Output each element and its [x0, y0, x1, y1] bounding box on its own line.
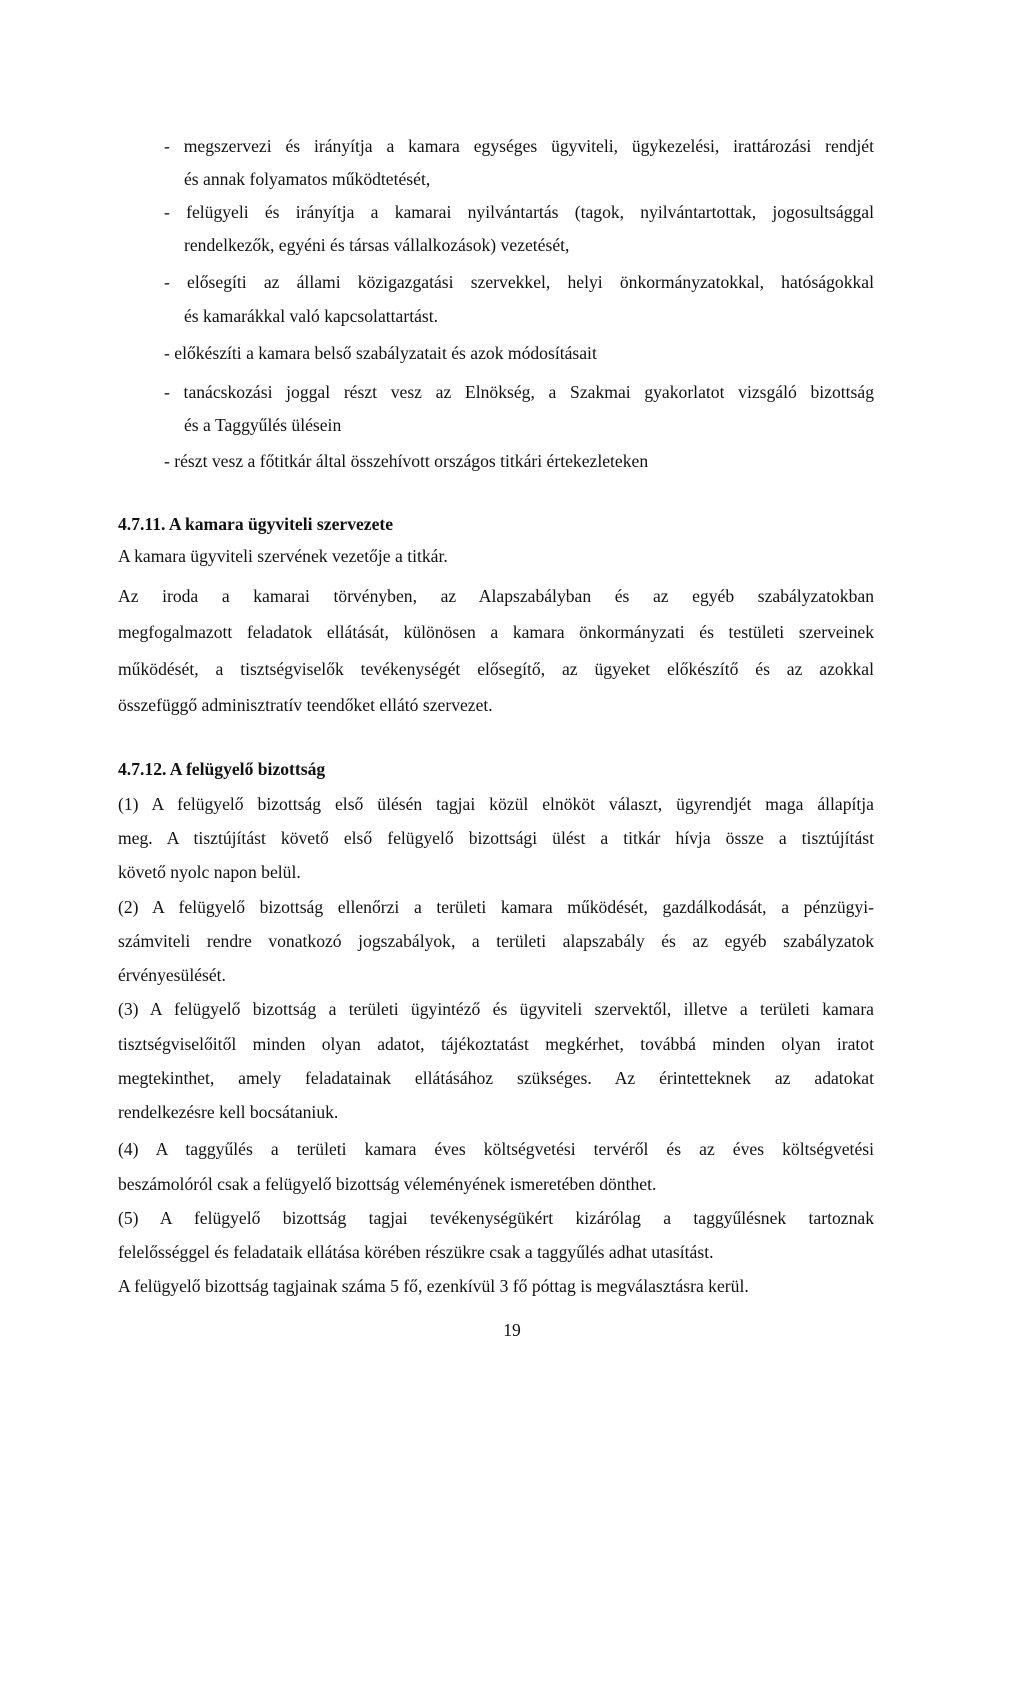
section-heading: 4.7.11. A kamara ügyviteli szervezete	[118, 514, 394, 534]
paragraph-line: (3) A felügyelő bizottság a területi ügyintéző és ügyviteli szervektől, illetve a területi kamara	[118, 999, 874, 1019]
bullet-line: és a Taggyűlés ülésein	[184, 415, 342, 435]
bullet-line: és kamarákkal való kapcsolattartást.	[184, 306, 439, 326]
paragraph-line: (4) A taggyűlés a területi kamara éves költségvetési tervéről és az éves költségvetési	[118, 1139, 874, 1159]
paragraph-line: működését, a tisztségviselők tevékenységét elősegítő, az ügyeket előkészítő és az azokkal	[118, 659, 874, 679]
paragraph-line: (5) A felügyelő bizottság tagjai tevékenységükért kizárólag a taggyűlésnek tartoznak	[118, 1208, 874, 1228]
paragraph-line: beszámolóról csak a felügyelő bizottság véleményének ismeretében dönthet.	[118, 1174, 657, 1194]
paragraph-line: követő nyolc napon belül.	[118, 862, 301, 882]
bullet-line: - megszervezi és irányítja a kamara egységes ügyviteli, ügykezelési, irattározási rendjét	[164, 136, 874, 156]
paragraph-line: tisztségviselőitől minden olyan adatot, tájékoztatást megkérhet, továbbá minden olyan iratot	[118, 1034, 874, 1054]
paragraph-line: A kamara ügyviteli szervének vezetője a titkár.	[118, 546, 448, 566]
bullet-line: - előkészíti a kamara belső szabályzatait és azok módosításait	[164, 343, 597, 363]
paragraph-line: A felügyelő bizottság tagjainak száma 5 fő, ezenkívül 3 fő póttag is megválasztásra kerül.	[118, 1276, 749, 1296]
bullet-line: - felügyeli és irányítja a kamarai nyilvántartás (tagok, nyilvántartottak, jogosultsággal	[164, 202, 874, 222]
paragraph-line: (2) A felügyelő bizottság ellenőrzi a területi kamara működését, gazdálkodását, a pénzügyi-	[118, 897, 874, 917]
bullet-line: és annak folyamatos működtetését,	[184, 169, 431, 189]
paragraph-line: felelősséggel és feladataik ellátása körében részükre csak a taggyűlés adhat utasítást.	[118, 1242, 714, 1262]
bullet-line: - részt vesz a főtitkár által összehívott országos titkári értekezleteken	[164, 451, 649, 471]
paragraph-line: számviteli rendre vonatkozó jogszabályok, a területi alapszabály és az egyéb szabályzatok	[118, 931, 874, 951]
bullet-line: - elősegíti az állami közigazgatási szervekkel, helyi önkormányzatokkal, hatóságokkal	[164, 272, 874, 292]
bullet-line: rendelkezők, egyéni és társas vállalkozások) vezetését,	[184, 235, 570, 255]
page-number: 19	[503, 1320, 521, 1340]
section-heading: 4.7.12. A felügyelő bizottság	[118, 759, 326, 779]
paragraph-line: (1) A felügyelő bizottság első ülésén tagjai közül elnököt választ, ügyrendjét maga állapítja	[118, 794, 874, 814]
paragraph-line: megtekinthet, amely feladatainak ellátásához szükséges. Az érintetteknek az adatokat	[118, 1068, 874, 1088]
bullet-line: - tanácskozási joggal részt vesz az Elnökség, a Szakmai gyakorlatot vizsgáló bizottság	[164, 382, 874, 402]
paragraph-line: érvényesülését.	[118, 965, 226, 985]
paragraph-line: rendelkezésre kell bocsátaniuk.	[118, 1102, 339, 1122]
paragraph-line: meg. A tisztújítást követő első felügyelő bizottsági ülést a titkár hívja össze a tisztújítást	[118, 828, 874, 848]
paragraph-line: Az iroda a kamarai törvényben, az Alapszabályban és az egyéb szabályzatokban	[118, 586, 874, 606]
paragraph-line: megfogalmazott feladatok ellátását, különösen a kamara önkormányzati és testületi szerveinek	[118, 622, 874, 642]
paragraph-line: összefüggő adminisztratív teendőket ellátó szervezet.	[118, 695, 493, 715]
